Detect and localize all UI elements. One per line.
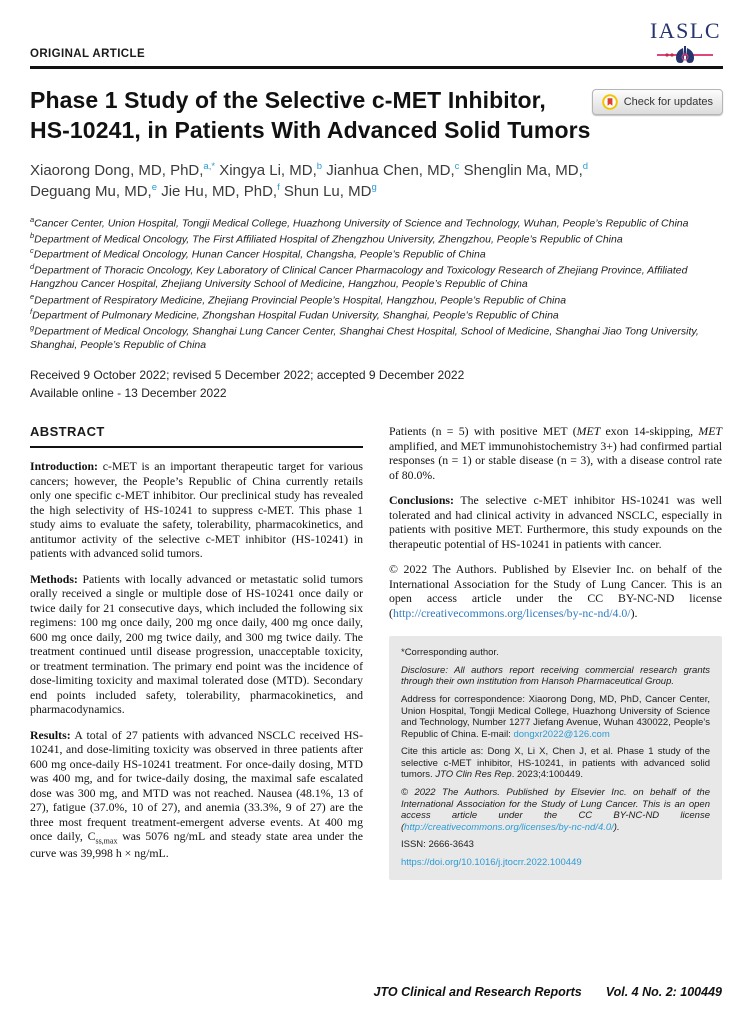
conclusions-label: Conclusions: (389, 493, 454, 508)
citation-note: Cite this article as: Dong X, Li X, Chen J, et al. Phase 1 study of the selective c-MET inhibitor, HS-10241, in patients with advanced solid tumors. JTO Clin Res Rep. 2023;4:100449. (401, 746, 710, 781)
title-line-1: Phase 1 Study of the Selective c-MET Inhibitor, (30, 87, 546, 113)
author-affil-ref: g (371, 182, 377, 194)
results-label: Results: (30, 727, 71, 742)
abstract-heading: ABSTRACT (30, 424, 105, 440)
author: Jianhua Chen, MD,$^c$ (326, 160, 460, 179)
author-affil-ref: a,* (203, 160, 216, 172)
iaslc-lungs-icon (657, 44, 713, 66)
abstract-results: Results: A total of 27 patients with advanced NSCLC received HS-10241, and dose-limiting toxicity was observed in three patients after 600 mg once-daily HS-10241 treatment. For once-daily dosing, MTD was 400 mg, and for twice-daily dosing, the maximal safe escalated dose was 300 mg, and MTD was not reached. Nausea (48.1%, 13 of 27), fatigue (37.0%, 10 of 27), and anemia (33.3%, 9 of 27) are the three most frequent treatment-emergent adverse events. At 400 mg once daily, $C_{ss,max}$ was 5076 ng/mL and steady state area under the curve was 39,998 h × ng/mL. (30, 727, 364, 861)
received-dates: Received 9 October 2022; revised 5 December 2022; accepted 9 December 2022 (30, 368, 465, 383)
abstract-rule (30, 446, 363, 448)
page-footer (374, 985, 722, 999)
disclosure-note: Disclosure: All authors report receiving commercial research grants through their own institution from Hansoh Pharmaceutical Group. (401, 664, 710, 688)
author: Xiaorong Dong, MD, PhD,$^{a,*}$ (30, 160, 216, 179)
affiliation: $^a$Cancer Center, Union Hospital, Tongji Medical College, Huazhong University of Science and Technology, Wuhan, People’s Republic of China (30, 215, 689, 230)
affiliation: $^f$Department of Pulmonary Medicine, Zhongshan Hospital Fudan University, Shanghai, People’s Republic of China (30, 307, 559, 322)
available-online-date: Available online - 13 December 2022 (30, 386, 227, 401)
abstract-right-column (389, 424, 722, 879)
abstract-copyright: © 2022 The Authors. Published by Elsevier Inc. on behalf of the International Association for the Study of Lung Cancer. This is an open access article under the CC BY-NC-ND license (http://creativecommons.org/licenses/by-nc-nd/4.0/). (389, 562, 722, 620)
doi-link-row (401, 857, 710, 869)
header-rule (30, 66, 723, 69)
section-label: ORIGINAL ARTICLE (30, 48, 146, 60)
author-affil-ref: c (454, 160, 460, 172)
author: Deguang Mu, MD,$^e$ (30, 182, 158, 201)
email-link[interactable]: dongxr2022@126.com (513, 728, 610, 740)
author-affil-ref: f (277, 182, 280, 194)
methods-label: Methods: (30, 571, 78, 586)
affiliation: $^c$Department of Medical Oncology, Hunan Cancer Hospital, Changsha, People’s Republic of China (30, 246, 486, 261)
article-dates (30, 366, 723, 402)
abstract-conclusions: Conclusions: The selective c-MET inhibitor HS-10241 was well tolerated and had clinical activity in advanced NSCLC, especially in patients with positive MET. Furthermore, this study expounds on the therapeutic potential of HS-10241 in patients with cancer. (389, 493, 722, 551)
check-for-updates-label: Check for updates (623, 96, 713, 108)
author-affil-ref: d (582, 160, 589, 172)
author-affil-ref: e (151, 182, 158, 194)
iaslc-logo-text: IASLC (649, 18, 721, 43)
crossmark-bookmark-icon (602, 94, 618, 110)
author: Xingya Li, MD,$^b$ (219, 160, 323, 179)
footer-volume-info: Vol. 4 No. 2: 100449 (605, 985, 722, 999)
abstract-columns (30, 424, 723, 879)
css-max-subscript: ss,max (95, 836, 118, 846)
title-line-2: HS-10241, in Patients With Advanced Solid Tumors (30, 117, 591, 144)
affiliation: $^g$Department of Medical Oncology, Shanghai Lung Cancer Center, Shanghai Chest Hospital, School of Medicine, Shanghai Jiao Tong University, Shanghai, People’s Republic of China (30, 322, 699, 352)
abstract-introduction: Introduction: c-MET is an important therapeutic target for various cancers; however, the People’s Republic of China currently retails only one specific c-MET inhibitor. Our preclinical study has revealed the high selectivity of HS-10241 to suppress c-MET. This phase 1 study aims to evaluate the safety, tolerability, pharmacokinetics, and antitumor activity of the selective c-MET inhibitor (HS-10241) in patients with advanced solid tumors. (30, 459, 363, 561)
page-title (30, 85, 591, 146)
iaslc-logo (650, 20, 723, 66)
author: Shun Lu, $MD^g$ (283, 182, 377, 201)
affiliation: $^d$Department of Thoracic Oncology, Key Laboratory of Clinical Cancer Pharmacology and Toxicology Research of Zhejiang Province, Affiliated Hangzhou Cancer Hospital, Zhejiang University School of Medicine, Hangzhou, People’s Republic of China (30, 261, 688, 291)
author: Jie Hu, MD, PhD,$^f$ (161, 182, 280, 201)
masthead (30, 8, 723, 66)
doi-link[interactable]: https://doi.org/10.1016/j.jtocrr.2022.100449 (401, 856, 582, 868)
title-row (30, 85, 723, 146)
abstract-left-column (30, 424, 363, 879)
check-for-updates-button[interactable] (592, 89, 723, 115)
footnote-box (389, 636, 722, 879)
correspondence-address: Address for correspondence: Xiaorong Dong, MD, PhD, Cancer Center, Union Hospital, Tongji Medical College, Huazhong University of Science and Technology, Number 1277 Jiefang Avenue, Wuhan 430022, People’s Republic of China. E-mail: dongxr2022@126.com (401, 694, 710, 740)
introduction-label: Introduction: (30, 459, 98, 474)
corresponding-author-note: *Corresponding author. (401, 647, 499, 659)
box-cc-license-link[interactable]: http://creativecommons.org/licenses/by-nc-nd/4.0/ (404, 821, 614, 833)
abstract-results-continued: Patients (n = 5) with positive MET (MET exon 14-skipping, MET amplified, and MET immunohistochemistry 3+) had confirmed partial responses (n = 1) or stable disease (n = 3), with a disease control rate of 80.0%. (389, 424, 722, 482)
affiliation: $^b$Department of Medical Oncology, The First Affiliated Hospital of Zhengzhou University, Zhengzhou, People’s Republic of China (30, 230, 623, 246)
author-list (30, 160, 723, 204)
box-copyright-note: © 2022 The Authors. Published by Elsevier Inc. on behalf of the International Association for the Study of Lung Cancer. This is an open access article under the CC BY-NC-ND license (http://creativecommons.org/licenses/by-nc-nd/4.0/). (401, 787, 710, 833)
abstract-methods: Methods: Patients with locally advanced or metastatic solid tumors orally received a single or multiple dose of HS-10241 once daily or twice daily for 21 consecutive days, which included the following six regimens: 100 mg once daily, 200 mg once daily, 400 mg once daily, 600 mg once daily, 200 mg twice daily, and 300 mg twice daily. The treatment continued until disease progression, unacceptable toxicity, or treatment termination. The primary end point was the incidence of dose-limiting toxicity and maximal tolerated dose (MTD). Secondary end points included safety, tolerability, pharmacokinetics, and pharmacodynamics. (30, 571, 363, 717)
author-affil-ref: b (316, 160, 323, 172)
citation-journal-abbrev: JTO Clin Res Rep (435, 769, 512, 781)
issn: ISSN: 2666-3643 (401, 839, 474, 851)
cc-license-link[interactable]: http://creativecommons.org/licenses/by-nc-nd/4.0/ (392, 605, 631, 620)
affiliation: $^e$Department of Respiratory Medicine, Zhejiang Provincial People’s Hospital, Hangzhou, People’s Republic of China (30, 291, 567, 307)
author: Shenglin Ma, MD,$^d$ (463, 160, 589, 179)
footer-journal-name: JTO Clinical and Research Reports (373, 985, 582, 999)
affiliation-list (30, 215, 723, 352)
